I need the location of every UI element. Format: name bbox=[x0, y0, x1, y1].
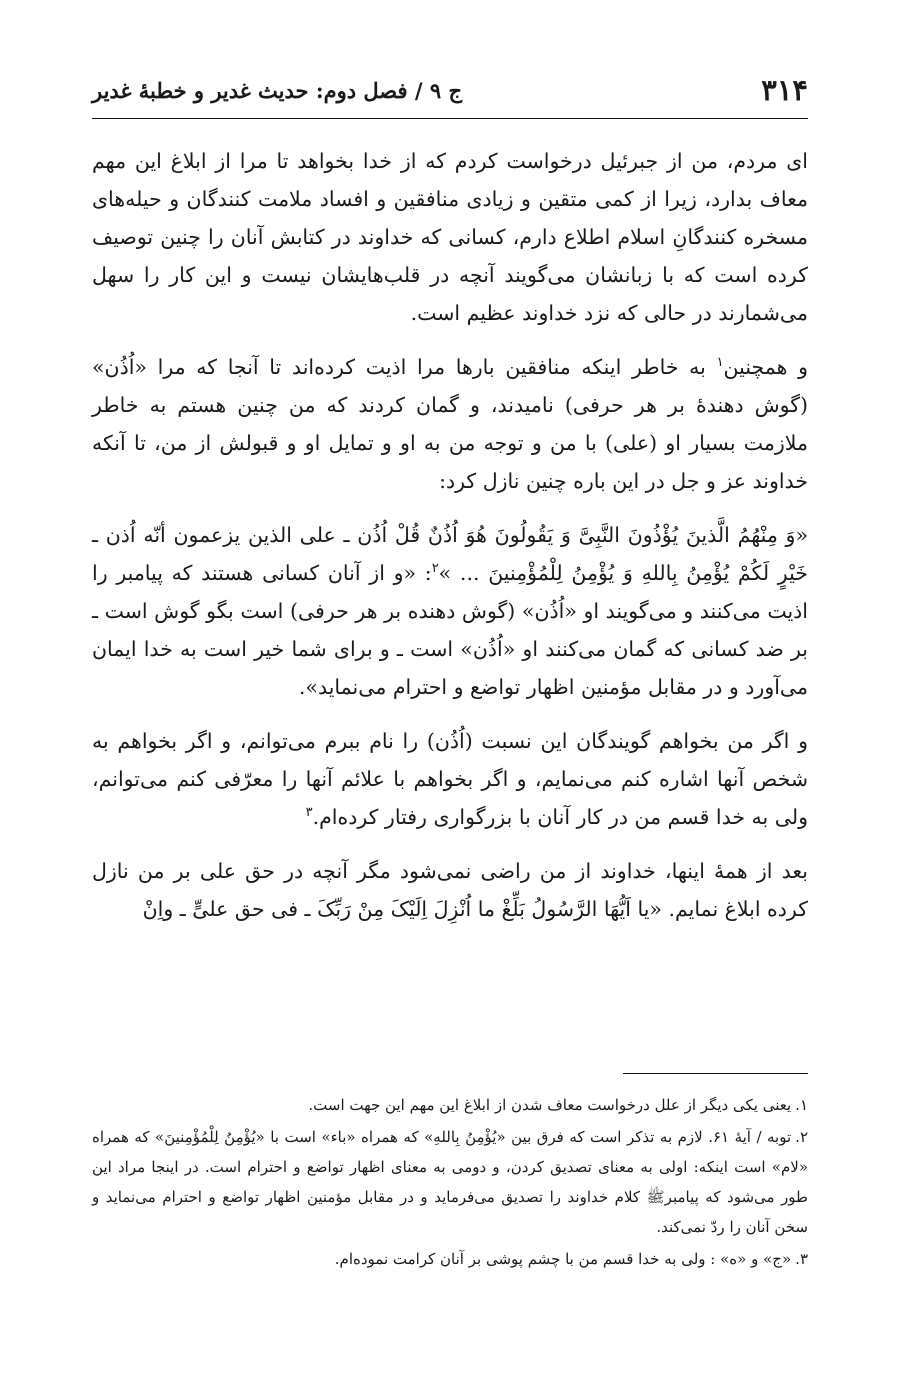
footnote-number: ۳. bbox=[795, 1250, 808, 1268]
page-header bbox=[92, 72, 808, 119]
quran-verse-quote: «وَ مِنْهُمُ الَّذینَ یُؤْذُونَ النَّبِیَّ وَ یَقُولُونَ هُوَ اُذُنٌ قُلْ اُذُن ـ علی الذین یزعمون أنّه اُذن ـ خَیْرٍ لَکُمْ یُؤْمِنُ بِاللهِ وَ یُؤْمِنُ لِلْمُؤْمِنینَ ... » bbox=[92, 523, 808, 585]
paragraph-3 bbox=[92, 516, 808, 706]
main-text bbox=[92, 142, 808, 944]
footnote-1 bbox=[92, 1090, 808, 1120]
paragraph-2-start: و همچنین bbox=[723, 355, 808, 379]
footnote-number: ۱. bbox=[795, 1096, 808, 1114]
footnote-divider bbox=[623, 1073, 808, 1074]
paragraph-2-rest: به خاطر اینکه منافقین بارها مرا اذیت کرده‌اند تا آنجا که مرا «اُذُن» (گوش دهندهٔ بر هر حرفی) نامیدند، و گمان کردند که من چنین هستم به خاطر ملازمت بسیار او (علی) با من و توجه من به او و تمایل او و قبولش از من، تا آنکه خداوند عز و جل در این باره چنین نازل کرد: bbox=[92, 355, 808, 493]
paragraph-4-text: و اگر من بخواهم گویندگان این نسبت (اُذُن) را نام ببرم می‌توانم، و اگر بخواهم به شخص آنها اشاره کنم می‌نمایم، و اگر بخواهم با علائم آنها را معرّفی کنم می‌توانم، ولی به خدا قسم من در کار آنان با بزرگواری رفتار کرده‌ام. bbox=[92, 729, 808, 829]
verse-translation: : «و از آنان کسانی هستند که پیامبر را اذیت می‌کنند و می‌گویند او «اُذُن» (گوش دهنده بر هر حرفی) است بگو گوش است ـ بر ضد کسانی که گمان می‌کنند او «اُذُن» است ـ و برای شما خیر است به خدا ایمان می‌آورد و در مقابل مؤمنین اظهار تواضع و احترام می‌نماید». bbox=[92, 561, 808, 699]
paragraph-4 bbox=[92, 722, 808, 836]
footnote-text: یعنی یکی دیگر از علل درخواست معاف شدن از ابلاغ این مهم این جهت است. bbox=[308, 1096, 792, 1114]
page-number: ۳۱۴ bbox=[761, 73, 808, 107]
footnote-ref-3[interactable]: ۳ bbox=[305, 805, 313, 821]
footnote-text: توبه / آیهٔ ۶۱. لازم به تذکر است که فرق بین «یُؤْمِنُ بِاللهِ» که همراه «باء» است با «یُؤْمِنُ لِلْمُؤْمِنینَ» که همراه «لام» است اینکه: اولی به معنای تصدیق کردن، و دومی به معنای اظهار تواضع و احترام است. در اینجا مراد این طور می‌شود که پیامبرﷺ کلام خداوند را تصدیق می‌فرماید و در مقابل مؤمنین اظهار تواضع و احترام می‌نماید و سخن آنان را ردّ نمی‌کند. bbox=[92, 1128, 808, 1236]
paragraph-2 bbox=[92, 348, 808, 500]
footnote-ref-1[interactable]: ۱ bbox=[716, 355, 724, 371]
footnote-3 bbox=[92, 1244, 808, 1274]
footnotes bbox=[92, 1090, 808, 1276]
paragraph-1: ای مردم، من از جبرئیل درخواست کردم که از خدا بخواهد تا مرا از ابلاغ این مهم معاف بدارد، زیرا از کمی متقین و زیادی منافقین و افساد ملامت کنندگان و حیله‌های مسخره کنندگانِ اسلام اطلاع دارم، کسانی که خداوند در کتابش آنان را چنین توصیف کرده است که با زبانشان می‌گویند آنچه در قلب‌هایشان نیست و این کار را سهل می‌شمارند در حالی که نزد خداوند عظیم است. bbox=[92, 149, 808, 325]
footnote-2 bbox=[92, 1122, 808, 1242]
paragraph-5: بعد از همهٔ اینها، خداوند از من راضی نمی‌شود مگر آنچه در حق علی بر من نازل کرده ابلاغ نمایم. «یا اَیُّهَا الرَّسُولُ بَلِّغْ ما اُنْزِلَ اِلَیْکَ مِنْ رَبِّکَ ـ فی حق علیٍّ ـ واِنْ bbox=[92, 859, 808, 921]
footnote-ref-2[interactable]: ۲ bbox=[431, 561, 439, 577]
footnote-text: «ج» و «ه» : ولی به خدا قسم من با چشم پوشی بر آنان کرامت نموده‌ام. bbox=[334, 1250, 792, 1268]
footnote-number: ۲. bbox=[795, 1128, 808, 1146]
running-head: ج ۹ / فصل دوم: حدیث غدیر و خطبهٔ غدیر bbox=[92, 78, 463, 103]
